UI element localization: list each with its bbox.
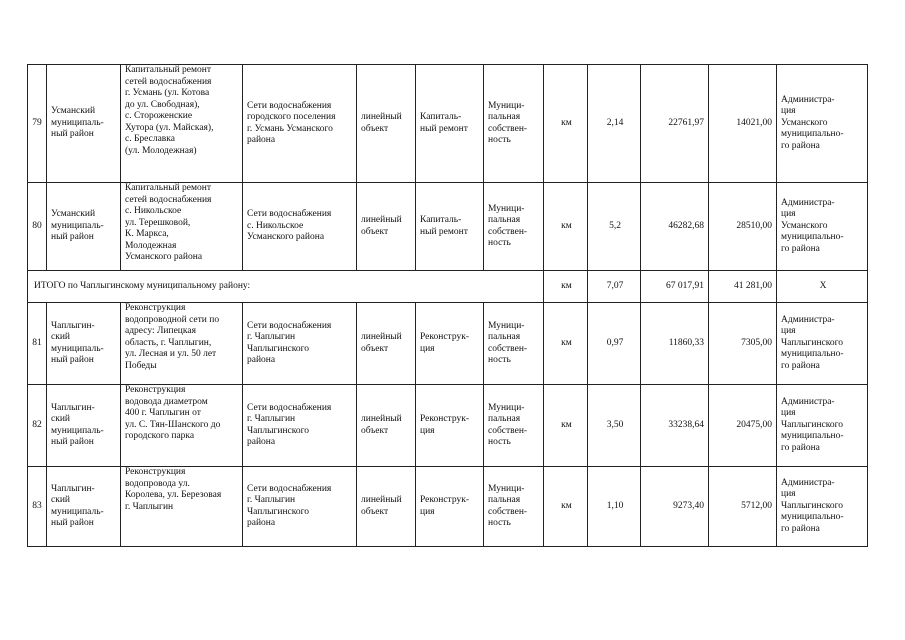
unit-cell: км xyxy=(544,303,588,385)
table-row xyxy=(28,385,868,467)
length-cell: 5,2 xyxy=(588,183,641,271)
table-row xyxy=(28,65,868,183)
row-number: 83 xyxy=(28,467,47,547)
total-length: 7,07 xyxy=(588,271,641,303)
total-cost-part: 41 281,00 xyxy=(709,271,777,303)
total-row xyxy=(28,271,868,303)
ownership-cell: Муници- пальная собствен- ность xyxy=(484,183,544,271)
cost-total-cell: 46282,68 xyxy=(641,183,709,271)
customer-cell: Администра- ция Усманского муниципально- го района xyxy=(777,65,868,183)
object-name-cell: Капитальный ремонт сетей водоснабжения с. Никольское ул. Терешковой, К. Маркса, Молодежная Усманского района xyxy=(121,183,243,271)
work-type-cell: Капиталь- ный ремонт xyxy=(416,65,484,183)
cost-total-cell: 22761,97 xyxy=(641,65,709,183)
district-cell: Усманский муниципаль- ный район xyxy=(47,183,121,271)
object-type-cell: линейный объект xyxy=(357,303,416,385)
document-table xyxy=(27,64,868,547)
length-cell: 2,14 xyxy=(588,65,641,183)
cost-part-cell: 28510,00 xyxy=(709,183,777,271)
ownership-cell: Муници- пальная собствен- ность xyxy=(484,385,544,467)
customer-cell: Администра- ция Чаплыгинского муниципально- го района xyxy=(777,303,868,385)
cost-part-cell: 5712,00 xyxy=(709,467,777,547)
object-name-cell: Реконструкция водопроводной сети по адресу: Липецкая область, г. Чаплыгин, ул. Лесная и ул. 50 лет Победы xyxy=(121,303,243,385)
district-cell: Чаплыгин- ский муниципаль- ный район xyxy=(47,303,121,385)
unit-cell: км xyxy=(544,183,588,271)
ownership-cell: Муници- пальная собствен- ность xyxy=(484,303,544,385)
total-label: ИТОГО по Чаплыгинскому муниципальному району: xyxy=(28,271,544,303)
customer-cell: Администра- ция Усманского муниципально- го района xyxy=(777,183,868,271)
object-type-cell: линейный объект xyxy=(357,183,416,271)
cost-total-cell: 9273,40 xyxy=(641,467,709,547)
location-cell: Сети водоснабжения г. Чаплыгин Чаплыгинского района xyxy=(243,385,357,467)
unit-cell: км xyxy=(544,385,588,467)
work-type-cell: Реконструк- ция xyxy=(416,303,484,385)
cost-total-cell: 33238,64 xyxy=(641,385,709,467)
cost-total-cell: 11860,33 xyxy=(641,303,709,385)
district-cell: Чаплыгин- ский муниципаль- ный район xyxy=(47,467,121,547)
total-cost-total: 67 017,91 xyxy=(641,271,709,303)
customer-cell: Администра- ция Чаплыгинского муниципально- го района xyxy=(777,385,868,467)
work-type-cell: Капиталь- ный ремонт xyxy=(416,183,484,271)
ownership-cell: Муници- пальная собствен- ность xyxy=(484,467,544,547)
work-type-cell: Реконструк- ция xyxy=(416,385,484,467)
location-cell: Сети водоснабжения г. Чаплыгин Чаплыгинского района xyxy=(243,467,357,547)
row-number: 79 xyxy=(28,65,47,183)
location-cell: Сети водоснабжения г. Чаплыгин Чаплыгинского района xyxy=(243,303,357,385)
unit-cell: км xyxy=(544,65,588,183)
ownership-cell: Муници- пальная собствен- ность xyxy=(484,65,544,183)
object-name-cell: Реконструкция водовода диаметром 400 г. Чаплыгин от ул. С. Тян-Шанского до городского парка xyxy=(121,385,243,467)
row-number: 81 xyxy=(28,303,47,385)
total-unit: км xyxy=(544,271,588,303)
row-number: 82 xyxy=(28,385,47,467)
length-cell: 3,50 xyxy=(588,385,641,467)
cost-part-cell: 20475,00 xyxy=(709,385,777,467)
object-name-cell: Реконструкция водопровода ул. Королева, ул. Березовая г. Чаплыгин xyxy=(121,467,243,547)
unit-cell: км xyxy=(544,467,588,547)
work-type-cell: Реконструк- ция xyxy=(416,467,484,547)
location-cell: Сети водоснабжения с. Никольское Усманского района xyxy=(243,183,357,271)
object-type-cell: линейный объект xyxy=(357,385,416,467)
table-row xyxy=(28,467,868,547)
district-cell: Усманский муниципаль- ный район xyxy=(47,65,121,183)
customer-cell: Администра- ция Чаплыгинского муниципально- го района xyxy=(777,467,868,547)
total-customer-mark: Х xyxy=(777,271,868,303)
cost-part-cell: 14021,00 xyxy=(709,65,777,183)
object-name-cell: Капитальный ремонт сетей водоснабжения г. Усмань (ул. Котова до ул. Свободная), с. Стороженские Хутора (ул. Майская), с. Бреславка (ул. Молодежная) xyxy=(121,65,243,183)
object-type-cell: линейный объект xyxy=(357,467,416,547)
district-cell: Чаплыгин- ский муниципаль- ный район xyxy=(47,385,121,467)
table-row xyxy=(28,183,868,271)
location-cell: Сети водоснабжения городского поселения г. Усмань Усманского района xyxy=(243,65,357,183)
table-row xyxy=(28,303,868,385)
length-cell: 1,10 xyxy=(588,467,641,547)
row-number: 80 xyxy=(28,183,47,271)
object-type-cell: линейный объект xyxy=(357,65,416,183)
length-cell: 0,97 xyxy=(588,303,641,385)
cost-part-cell: 7305,00 xyxy=(709,303,777,385)
